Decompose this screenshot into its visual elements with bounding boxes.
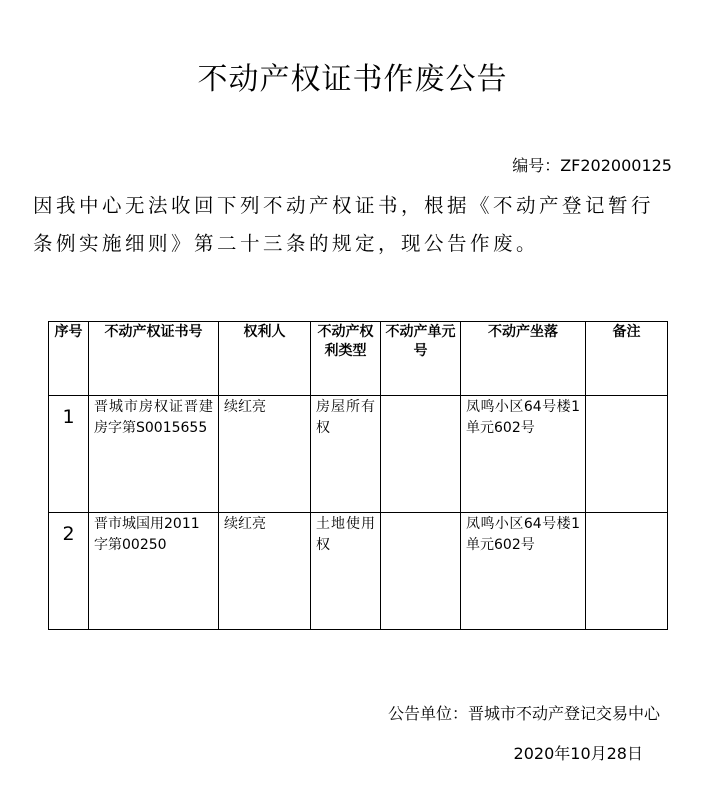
issuing-unit: 公告单位：晋城市不动产登记交易中心 — [387, 704, 660, 723]
page-title: 不动产权证书作废公告 — [197, 62, 508, 97]
cell-unit-no — [381, 513, 461, 630]
header-seq: 序号 — [49, 322, 89, 396]
cell-right-type: 土地使用权 — [311, 513, 381, 630]
cell-location: 凤鸣小区64号楼1单元602号 — [461, 396, 586, 513]
document-number: 编号：ZF202000125 — [512, 156, 672, 175]
cell-holder: 续红亮 — [219, 396, 311, 513]
cell-note — [586, 396, 668, 513]
intro-paragraph: 因我中心无法收回下列不动产权证书，根据《不动产登记暂行条例实施细则》第二十三条的规定，现公告作废。 — [33, 194, 655, 255]
certificate-table — [48, 321, 668, 630]
header-right-type: 不动产权利类型 — [311, 322, 381, 396]
cell-right-type: 房屋所有权 — [311, 396, 381, 513]
cell-location: 凤鸣小区64号楼1单元602号 — [461, 513, 586, 630]
cell-unit-no — [381, 396, 461, 513]
issue-date: 2020年10月28日 — [513, 744, 643, 763]
cell-seq: 1 — [49, 396, 89, 513]
cell-cert-no: 晋城市房权证晋建房字第S0015655 — [89, 396, 219, 513]
header-location: 不动产坐落 — [461, 322, 586, 396]
header-unit-no: 不动产单元号 — [381, 322, 461, 396]
table-row — [49, 513, 668, 630]
table-row — [49, 396, 668, 513]
table-header-row — [49, 322, 668, 396]
cell-note — [586, 513, 668, 630]
cell-cert-no: 晋市城国用2011字第00250 — [89, 513, 219, 630]
cell-holder: 续红亮 — [219, 513, 311, 630]
header-note: 备注 — [586, 322, 668, 396]
cell-seq: 2 — [49, 513, 89, 630]
header-holder: 权利人 — [219, 322, 311, 396]
header-cert-no: 不动产权证书号 — [89, 322, 219, 396]
